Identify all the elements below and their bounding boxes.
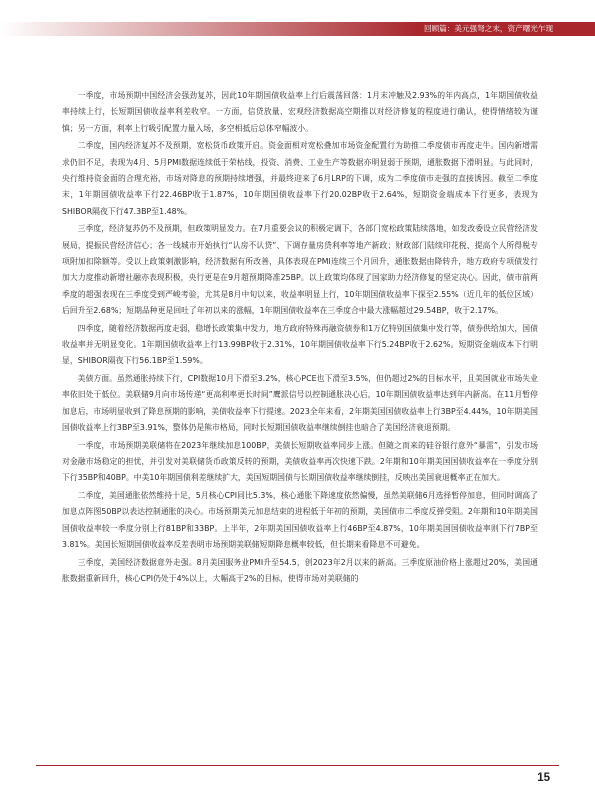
paragraph-q2-domestic: 二季度，国内经济复苏不及预期，宽松货币政策开启。资金面相对宽松叠加市场资金配置行为助推二季度债市再度走牛。国内新增需求仍旧不足，表现为4月、5月PMI数据连续低于荣枯线，投资、消费、工业生产等数据亦明显弱于预期，通胀数据下滑明显。与此同时，央行维持资金面的合理充裕，市场对降息的预期持续增强，并最终迎来了6月LRP的下调，成为二季度债市走强的直接诱因。截至二季度末，1年期国债收益率下行22.46BP收于1.87%，10年期国债收益率下行20.02BP收于2.64%，短期资金端成本下行更多，表现为SHIBOR隔夜下行47.3BP至1.48%。 — [62, 141, 538, 216]
paragraph-q1-domestic: 一季度，市场预期中国经济会强劲复苏，因此10年期国债收益率上行后震荡回落：1月末冲触及2.93%的年内高点，1年期国债收益率持续上行，长短期国债收益率利差收窄。一方面，信贷放量、宏观经济数据高空期推以对经济修复的程度进行确认，使得情绪较为谨慎；另一方面，利率上行吸引配置力量入场，多空相抵后总体窄幅波小。 — [62, 91, 538, 133]
paragraph-q1-us: 一季度，市场预期美联储将在2023年继续加息100BP，美债长短期收益率同步上涨。但随之而来的硅谷银行意外“暴雷”，引发市场对金融市场稳定的担忧，并引发对美联储货币政策反转的预期，美债收益率再次快速下跌。2年期和10年期美国国债收益率在一季度分别下行35BP和40BP。中美10年期国债利差继续扩大，美国短期国债与长期国债收益率继续倒挂，反映出美国衰退概率正在加大。 — [62, 440, 538, 483]
paragraph-q2-us: 二季度，美国通胀依然维持十足，5月核心CPI同比5.3%，核心通胀下降速度依然偏慢，虽然美联储6月选择暂停加息，但同时调高了加息点阵图50BP以表达控制通胀的决心。市场预期美元加息结束的进程低于年初的预期，美国债市二季度反弹受阻。2年期和10年期美国国债收益率较一季度分别上行81BP和33BP。上半年，2年期美国国债收益率上行46BP至4.87%，10年期美国国债收益率则下行7BP至3.81%。美国长短期国债收益率反差表明市场预期美联储短期降息概率较低，但长期来看降息不可避免。 — [62, 491, 538, 550]
section-tag: 回顾篇：美元强弩之末，资产曙光乍现 — [418, 22, 595, 36]
header-gradient-band — [0, 22, 420, 36]
page-number: 15 — [537, 772, 550, 784]
paragraph-q3-domestic: 三季度，经济复苏仍不及预期，但政策明显发力。在7月重要会议的积极定调下，各部门宽松政策陆续落地，如发改委设立民营经济发展局，提振民营经济信心；各一线城市开始执行“认房不认贷”、下调存量房贷利率等地产新政；财政部门陆续印花税、提高个人所得税专项附加扣除额等。受以上政策刺激影响，经济数据有所改善，具体表现在PMI连续三个月回升，通胀数据由降转升，地方政府专项债发行加大力度推动新增社融亦表现积极，央行更是在9月超预期降准25BP。以上政策均体现了国家助力经济修复的坚定决心。因此，债市前两季度的超强表现在三季度受到严峻考验，尤其是8月中旬以来，收益率明显上行，10年期国债收益率下探至2.55%（近几年的低位区域）后回升至2.68%；短期品种更是回吐了年初以来的涨幅，1年期国债收益率在三季度合中最大涨幅超过29.54BP，收于2.17%。 — [62, 224, 538, 315]
header-banner — [0, 22, 595, 36]
footer-rule — [36, 765, 559, 766]
paragraph-q3-us: 三季度，美国经济数据意外走强。8月美国服务业PMI升至54.5，创2023年2月以来的新高。三季度原油价格上涨超过20%，美国通胀数据重新回升，核心CPI仍处于4%以上，大幅高于2%的目标，使得市场对美联储的 — [62, 557, 538, 584]
paragraph-us-treasury-overview: 美债方面。虽然通胀持续下行，CPI数据10月下滑至3.2%，核心PCE也下滑至3.5%，但仍超过2%的目标水平，且美国就业市场失业率依旧处于低位。美联储9月向市场传递“更高利率更长时间”鹰派信号以控制通胀决心后，10年期国债收益率达到年内新高。在11月暂停加息后，市场明显收到了降息预期的影响，美债收益率下行提速。2023全年来看，2年期美国国债收益率上行3BP至4.44%，10年期美国国债收益率上行3BP至3.91%，整体仍是熊市格局，同时长短期国债收益率继续倒挂也暗合了美国经济衰退预期。 — [62, 374, 538, 432]
paragraph-q4-domestic: 四季度，随着经济数据再度走弱，稳增长政策集中发力，地方政府特殊再融资债券和1万亿特别国债集中发行等，债券供给加大，国债收益率并无明显变化。1年期国债收益率上行13.99BP收于2.31%，10年期国债收益率下行5.24BP收于2.62%。短期资金端成本下行明显，SHIBOR隔夜下行56.1BP至1.59%。 — [62, 323, 538, 366]
body-text — [62, 88, 538, 589]
